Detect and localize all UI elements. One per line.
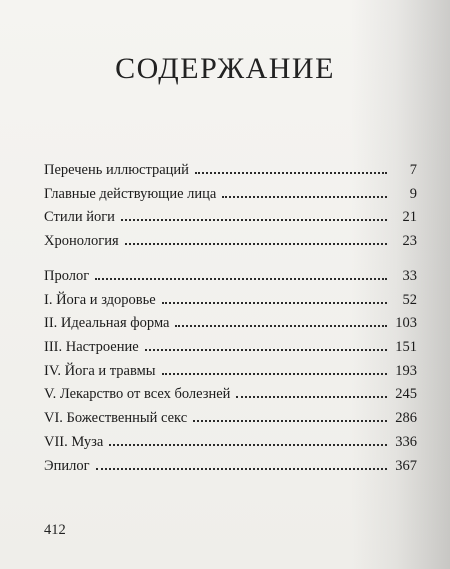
toc-entry-page: 21 bbox=[402, 209, 417, 226]
toc-entry-title: Перечень иллюстраций bbox=[44, 162, 189, 178]
toc-entry-page: 336 bbox=[395, 433, 417, 450]
page-title: СОДЕРЖАНИЕ bbox=[115, 52, 335, 85]
dot-leader bbox=[193, 420, 387, 422]
toc-entry-title: VI. Божественный секс bbox=[44, 410, 188, 427]
toc-entry bbox=[44, 184, 417, 208]
toc-entry-page: 151 bbox=[395, 339, 417, 356]
toc-entry-page: 367 bbox=[395, 457, 417, 474]
dot-leader bbox=[96, 468, 387, 470]
toc-entry-page: 193 bbox=[395, 362, 417, 379]
toc-entry-title: Главные действующие лица bbox=[44, 185, 217, 202]
toc-entry-page: 7 bbox=[409, 162, 417, 178]
toc-entry bbox=[44, 361, 417, 385]
toc-entry-title: VII. Муза bbox=[44, 433, 104, 450]
toc-entry-title: I. Йога и здоровье bbox=[44, 291, 156, 308]
dot-leader bbox=[95, 278, 387, 280]
dot-leader bbox=[145, 349, 387, 351]
toc-entry bbox=[44, 207, 417, 231]
toc-entry-title: Пролог bbox=[44, 268, 90, 284]
toc-entry bbox=[44, 337, 417, 361]
toc-entry bbox=[44, 160, 417, 184]
toc-entry-page: 103 bbox=[395, 315, 417, 332]
toc-entry bbox=[44, 384, 417, 408]
dot-leader bbox=[175, 325, 387, 327]
toc-entry-title: Хронология bbox=[44, 233, 119, 250]
toc-entry bbox=[44, 266, 417, 290]
toc-entry-page: 52 bbox=[402, 291, 417, 308]
toc-chapters bbox=[44, 266, 417, 479]
page-number: 412 bbox=[44, 522, 66, 538]
dot-leader bbox=[195, 172, 387, 174]
toc-entry-page: 23 bbox=[402, 233, 417, 250]
toc-entry-page: 245 bbox=[395, 386, 417, 403]
toc-entry-title: Эпилог bbox=[44, 457, 90, 474]
toc-entry bbox=[44, 432, 417, 456]
toc-entry-title: II. Идеальная форма bbox=[44, 315, 170, 332]
toc-entry bbox=[44, 290, 417, 314]
toc-entry bbox=[44, 231, 417, 255]
dot-leader bbox=[121, 219, 387, 221]
toc-entry bbox=[44, 313, 417, 337]
toc-entry-title: III. Настроение bbox=[44, 339, 139, 356]
toc-entry bbox=[44, 456, 417, 480]
dot-leader bbox=[162, 302, 387, 304]
dot-leader bbox=[125, 243, 387, 245]
toc-entry-title: IV. Йога и травмы bbox=[44, 362, 156, 379]
toc-entry-page: 9 bbox=[409, 185, 417, 202]
dot-leader bbox=[162, 373, 387, 375]
dot-leader bbox=[222, 196, 387, 198]
dot-leader bbox=[236, 396, 387, 398]
toc-front-matter bbox=[44, 160, 417, 255]
toc-entry-page: 33 bbox=[402, 268, 417, 284]
toc-entry-page: 286 bbox=[395, 410, 417, 427]
toc-entry-title: V. Лекарство от всех болезней bbox=[44, 386, 231, 403]
toc-entry-title: Стили йоги bbox=[44, 209, 115, 226]
dot-leader bbox=[109, 444, 387, 446]
toc-entry bbox=[44, 408, 417, 432]
